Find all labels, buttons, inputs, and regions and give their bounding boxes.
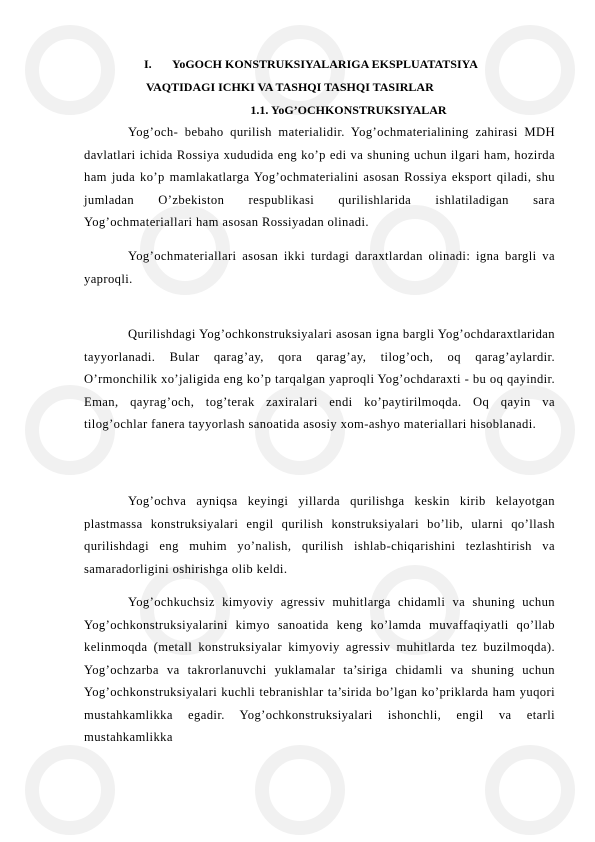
paragraph-4: Yog’ochva ayniqsa keyingi yillarda qurilishga keskin kirib kelayotgan plastmassa konstruksiyalari engil qurilish konstruksiyalari bo’lib, ularni qo’llash qurilishdagi eng muhim yo’nalish, qurilish ishlab-chiqarishini tezlashtirish va samaradorligini oshirishga olib keldi. xyxy=(84,494,555,576)
section-heading: 1.1. YoG’OCHKONSTRUKSIYALAR xyxy=(250,103,447,117)
chapter-title-line-2: VAQTIDAGI ICHKI VA TASHQI TASHQI TASIRLAR xyxy=(146,80,434,94)
paragraph-2: Yog’ochmateriallari asosan ikki turdagi daraxtlardan olinadi: igna bargli va yaproqli. xyxy=(84,249,555,286)
paragraph-1: Yog’och- bebaho qurilish materialidir. Yog’ochmaterialining zahirasi MDH davlatlari ichida Rossiya xududida eng ko’p edi va shuning uchun ilgari ham, hozirda ham juda ko’p mamlakatlarga Yog’ochmaterialini asosan Rossiya eksport qiladi, shu jumladan O’zbekiston respublikasi qurilishlarida ishlatiladigan sara Yog’ochmateriallari ham asosan Rossiyadan olinadi. xyxy=(84,125,555,229)
paragraph-5: Yog’ochkuchsiz kimyoviy agressiv muhitlarga chidamli va shuning uchun Yog’ochkonstruksiyalarini kimyo sanoatida keng ko’lamda muvaffaqiyatli qo’llab kelinmoqda (metall konstruksiyalar kimyoviy agressiv muhitlarda tez buzilmoqda). Yog’ochzarba va takrorlanuvchi yuklamalar ta’siriga chidamli va shuning uchun Yog’ochkonstruksiyalari kuchli tebranishlar ta’sirida bo’lgan ko’priklarda ham yuqori mustahkamlikka egadir. Yog’ochkonstruksiyalari ishonchli, engil va etarli mustahkamlikka xyxy=(84,595,555,744)
chapter-number: I. xyxy=(144,57,152,71)
paragraph-3: Qurilishdagi Yog’ochkonstruksiyalari asosan igna bargli Yog’ochdaraxtlaridan tayyorlanadi. Bular qarag’ay, qora qarag’ay, tilog’och, oq qarag’aylardir. O’rmonchilik xo’jaligida eng ko’p tarqalgan yaproqli Yog’ochdaraxti - bu oq qayindir. Eman, qayrag’och, tog’terak zaxiralari endi ko’paytirilmoqda. Oq qayin va tilog’ochlar fanera tayyorlash sanoatida asosiy xom-ashyo materiallari hisoblanadi. xyxy=(84,327,555,431)
chapter-title-line-1: YoGOCH KONSTRUKSIYALARIGA EKSPLUATATSIYA xyxy=(172,57,478,71)
chapter-heading-line-1 xyxy=(144,57,595,72)
